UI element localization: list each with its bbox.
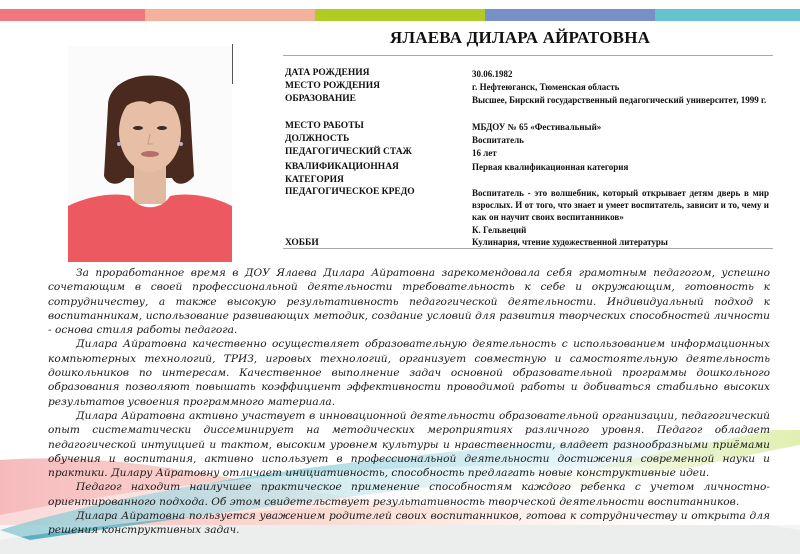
info-label: ПЕДАГОГИЧЕСКОЕ КРЕДО [285,187,415,197]
info-value: Высшее, Бирский государственный педагогический университет, 1999 г. [472,95,767,105]
info-label: ДАТА РОЖДЕНИЯ [285,68,370,78]
info-value: 16 лет [472,148,497,158]
profile-photo [68,46,232,262]
info-label: МЕСТО РОЖДЕНИЯ [285,81,380,91]
photo-divider-line [232,44,233,84]
color-band-segment [0,9,145,21]
info-value: Воспитатель - это волшебник, который открывает детям дверь в мир взрослых. И от того, что знает и умеет воспитатель, зависит и то, чему и как он научит своих воспитанников» [472,188,769,222]
info-label: ОБРАЗОВАНИЕ [285,94,356,104]
info-value: Кулинария, чтение художественной литературы [472,237,668,247]
info-value: Первая квалификационная категория [472,162,629,172]
decorative-color-band [0,9,800,21]
profile-description [48,266,770,538]
description-paragraph: Дилара Айратовна активно участвует в инновационной деятельности образовательной организации, педагогический опыт систематически диссеминирует на методических мероприятиях различного уровня. Педагог обладает педагогической интуицией и тактом, высоким уровнем культуры и нравственности, владеет разнообразными приёмами обучения и воспитания, активно использует в профессиональной деятельности достижения современной науки и практики. Дилару Айратовну отличает инициативность, способность предлагать новые конструктивные идеи. [48,409,770,480]
table-bottom-divider [283,248,773,249]
description-paragraph: Дилара Айратовна качественно осуществляет образовательную деятельность с использованием информационных компьютерных технологий, ТРИЗ, игровых технологий, организует совместную и самостоятельную деятельность дошкольников по интересам. Качественное выполнение задач основной образовательной программы дошкольного образования позволяют повышать коэффициент эффективности проводимой работы и добиваться стабильно высоких результатов усвоения программного материала. [48,338,770,408]
info-value: 30.06.1982 [472,69,513,79]
info-value: Воспитатель [472,135,524,145]
portrait-illustration [68,46,232,262]
info-label: ХОББИ [285,238,319,248]
info-value: МБДОУ № 65 «Фестивальный» [472,122,602,132]
title-divider [283,55,773,56]
color-band-segment [485,9,655,21]
color-band-segment [315,9,485,21]
page-title: ЯЛАЕВА ДИЛАРА АЙРАТОВНА [389,28,651,47]
description-paragraph: Педагог находит наилучшее практическое применение способностям каждого ребенка с учетом личностно-ориентированного подхода. Об этом свидетельствует результативность творческой деятельности воспитанников. [48,481,770,508]
color-band-segment [655,9,800,21]
color-band-segment [145,9,315,21]
description-paragraph: Дилара Айратовна пользуется уважением родителей своих воспитанников, готова к сотрудничеству и открыта для решения конструктивных задач. [48,510,770,537]
info-label: ПЕДАГОГИЧЕСКИЙ СТАЖ [285,147,412,157]
info-label: МЕСТО РАБОТЫ [285,121,364,131]
info-label: КВАЛИФИКАЦИОННАЯ КАТЕГОРИЯ [285,162,399,185]
credo-author: К. Гельвеций [472,225,527,235]
description-paragraph: За проработанное время в ДОУ Ялаева Дилара Айратовна зарекомендовала себя грамотным педагогом, успешно сочетающим в своей профессиональной деятельности требовательность к себе и окружающим, готовность к сотрудничеству, а также высокую результативность педагогической деятельности. Индивидуальный подход к воспитанникам, использование развивающих методик, создание условий для развития творческих способностей личности - основа стиля работы педагога. [48,267,770,337]
info-value: г. Нефтеюганск, Тюменская область [472,82,620,92]
info-label: ДОЛЖНОСТЬ [285,134,350,144]
